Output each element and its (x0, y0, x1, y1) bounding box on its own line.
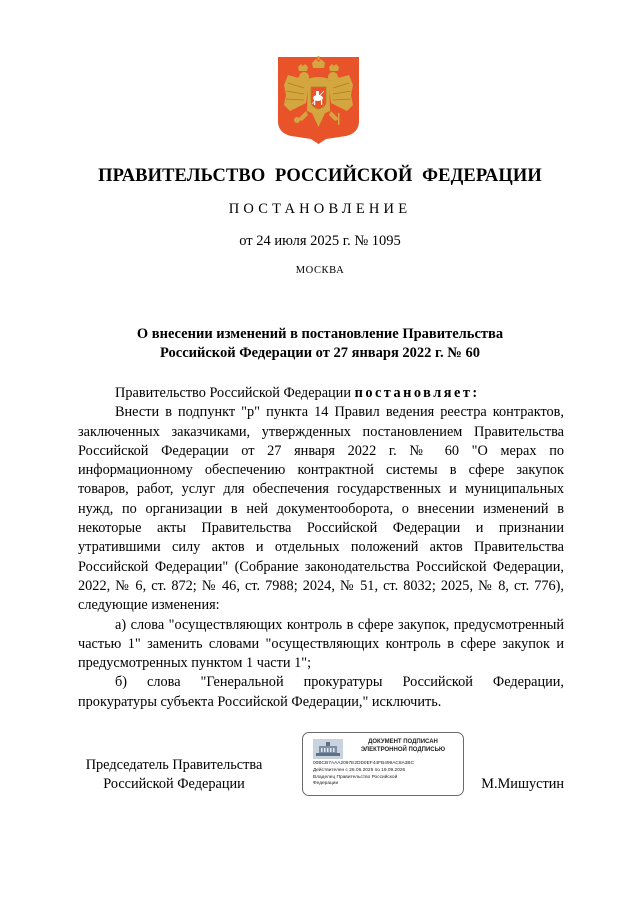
stamp-owner-line-1: Владелец Правительство Российской (313, 775, 398, 780)
document-subject (80, 325, 560, 363)
government-building-icon (313, 739, 343, 759)
stamp-validity: Действителен с 26.06.2025 по 19.09.2026 (313, 768, 406, 773)
stamp-title (347, 739, 459, 754)
document-type: ПОСТАНОВЛЕНИЕ (228, 201, 412, 217)
stamp-owner-line-2: Федерации (313, 781, 339, 786)
signer-position-line-2: Российской Федерации (103, 776, 245, 793)
document-body (78, 384, 564, 712)
stamp-title-line-2: ЭЛЕКТРОННОЙ ПОДПИСЬЮ (360, 746, 446, 753)
subject-line-1: О внесении изменений в постановление Правительства (136, 326, 504, 342)
signer-position-line-1: Председатель Правительства (85, 757, 263, 773)
stamp-title-line-1: ДОКУМЕНТ ПОДПИСАН (368, 739, 438, 745)
subject-line-2: Российской Федерации от 27 января 2022 г. № 60 (160, 345, 480, 361)
document-city: МОСКВА (295, 265, 345, 276)
amendment-item-b: б) слова "Генеральной прокуратуры Российской Федерации, прокуратуры субъекта Российской Федерации," исключить. (78, 674, 564, 710)
signer-position (78, 756, 270, 795)
electronic-signature-stamp (302, 732, 464, 796)
amendment-paragraph: Внести в подпункт "р" пункта 14 Правил ведения реестра контрактов, заключенных заказчиками, утвержденных постановлением Правительства Российской Федерации от 27 января 2022 г. № 60 "О мерах по информационному обеспечению контрактной системы в сфере закупок товаров, работ, услуг для обеспечения государственных и муниципальных нужд, по организации в ней документооборота, о внесении изменений в некоторые акты Правительства Российской Федерации и признании утратившими силу актов и отдельных положений актов Правительства Российской Федерации" (Собрание законодательства Российской Федерации, 2022, № 6, ст. 872; № 46, ст. 7988; 2024, № 51, ст. 8032; 2025, № 8, ст. 776), следующие изменения: (78, 404, 564, 614)
resolution-prefix: Правительство Российской Федерации (115, 385, 351, 401)
document-date-number: от 24 июля 2025 г. № 1095 (239, 233, 401, 249)
signer-name: М.Мишустин (481, 776, 564, 792)
resolution-verb: постановляет: (354, 385, 480, 401)
amendment-item-a: а) слова "осуществляющих контроль в сфере закупок, предусмотренный частью 1" заменить словами "осуществляющих контроль в сфере закупок и предусмотренных пунктом 1 части 1"; (78, 616, 564, 672)
stamp-serial: 00BCB7AAA2097E2DD0EF44FB499AC8A3BC (313, 761, 415, 766)
government-title: ПРАВИТЕЛЬСТВО РОССИЙСКОЙ ФЕДЕРАЦИИ (98, 166, 542, 186)
russian-coat-of-arms-icon (276, 55, 361, 145)
resolution-paragraph (78, 384, 564, 403)
